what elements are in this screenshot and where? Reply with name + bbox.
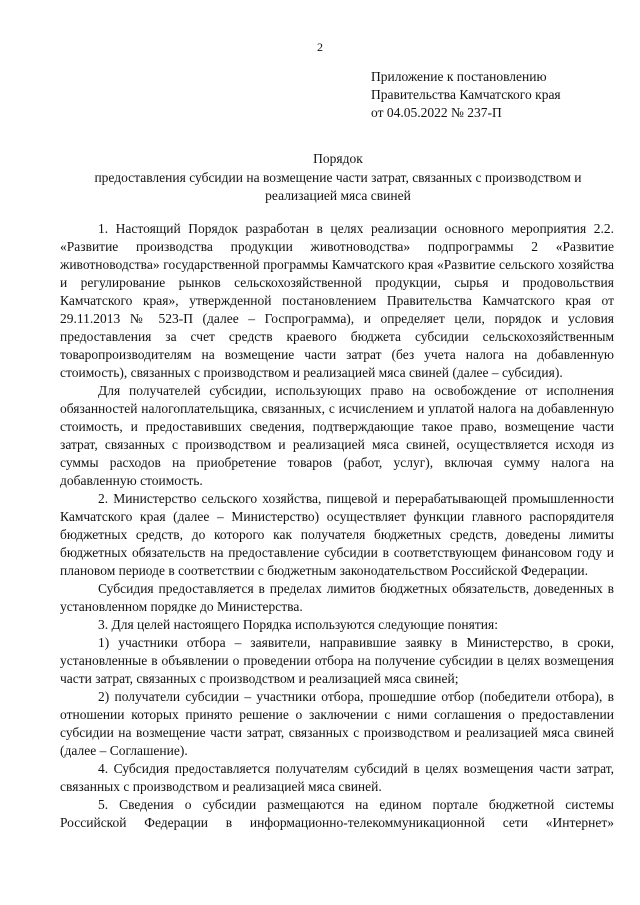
title-line: реализацией мяса свиней [265,188,411,203]
paragraph: 2. Министерство сельского хозяйства, пищевой и перерабатывающей промышленности Камчатского края (далее – Министерство) осуществляет функции главного распорядителя бюджетных средств, до которого как получателя бюджетных средств, доведены лимиты бюджетных обязательств на предоставление субсидии в соответствующем финансовом году и плановом периоде в соответствии с бюджетным законодательством Российской Федерации. [60,491,614,578]
document-title [58,150,618,206]
paragraph: Субсидия предоставляется в пределах лимитов бюджетных обязательств, доведенных в установленном порядке до Министерства. [60,581,614,614]
paragraph: 2) получатели субсидии – участники отбора, прошедшие отбор (победители отбора), в отношении которых принято решение о заключении с ними соглашения о предоставлении субсидии на возмещение части затрат, связанных с производством и реализацией мяса свиней (далее – Соглашение). [60,689,614,758]
annex-line: Приложение к постановлению [371,69,547,84]
annex-header [371,68,561,122]
document-body [60,220,614,832]
paragraph: 1. Настоящий Порядок разработан в целях реализации основного мероприятия 2.2. «Развитие производства продукции животноводства» подпрограммы 2 «Развитие животноводства» государственной программы Камчатского края «Развитие сельского хозяйства и регулирование рынков сельскохозяйственной продукции, сырья и продовольствия Камчатского края», утвержденной постановлением Правительства Камчатского края от 29.11.2013 № 523-П (далее – Госпрограмма), и определяет цели, порядок и условия предоставления за счет средств краевого бюджета субсидии сельскохозяйственным товаропроизводителям на возмещение части затрат (без учета налога на добавленную стоимость), связанных с производством и реализацией мяса свиней (далее – субсидия). [60,221,614,380]
annex-line: Правительства Камчатского края [371,87,561,102]
page-number: 2 [317,40,323,54]
paragraph: 3. Для целей настоящего Порядка используются следующие понятия: [98,617,498,632]
paragraph: 1) участники отбора – заявители, направившие заявку в Министерство, в сроки, установленные в объявлении о проведении отбора на получение субсидии в целях возмещения части затрат, связанных с производством и реализацией мяса свиней; [60,635,614,686]
title-heading: Порядок [313,151,363,166]
annex-line: от 04.05.2022 № 237-П [371,105,502,120]
paragraph: 5. Сведения о субсидии размещаются на едином портале бюджетной системы Российской Федерации в информационно-телекоммуникационной сети «Интернет» [60,797,614,830]
paragraph: 4. Субсидия предоставляется получателям субсидий в целях возмещения части затрат, связанных с производством и реализацией мяса свиней. [60,761,614,794]
title-line: предоставления субсидии на возмещение части затрат, связанных с производством и [94,169,582,185]
paragraph: Для получателей субсидии, использующих право на освобождение от исполнения обязанностей налогоплательщика, связанных, с исчислением и уплатой налога на добавленную стоимость, и предоставивших сведения, подтверждающие такое право, возмещение части затрат, связанных с производством и реализацией мяса свиней, осуществляется исходя из суммы расходов на приобретение товаров (работ, услуг), включая сумму налога на добавленную стоимость. [60,383,614,488]
